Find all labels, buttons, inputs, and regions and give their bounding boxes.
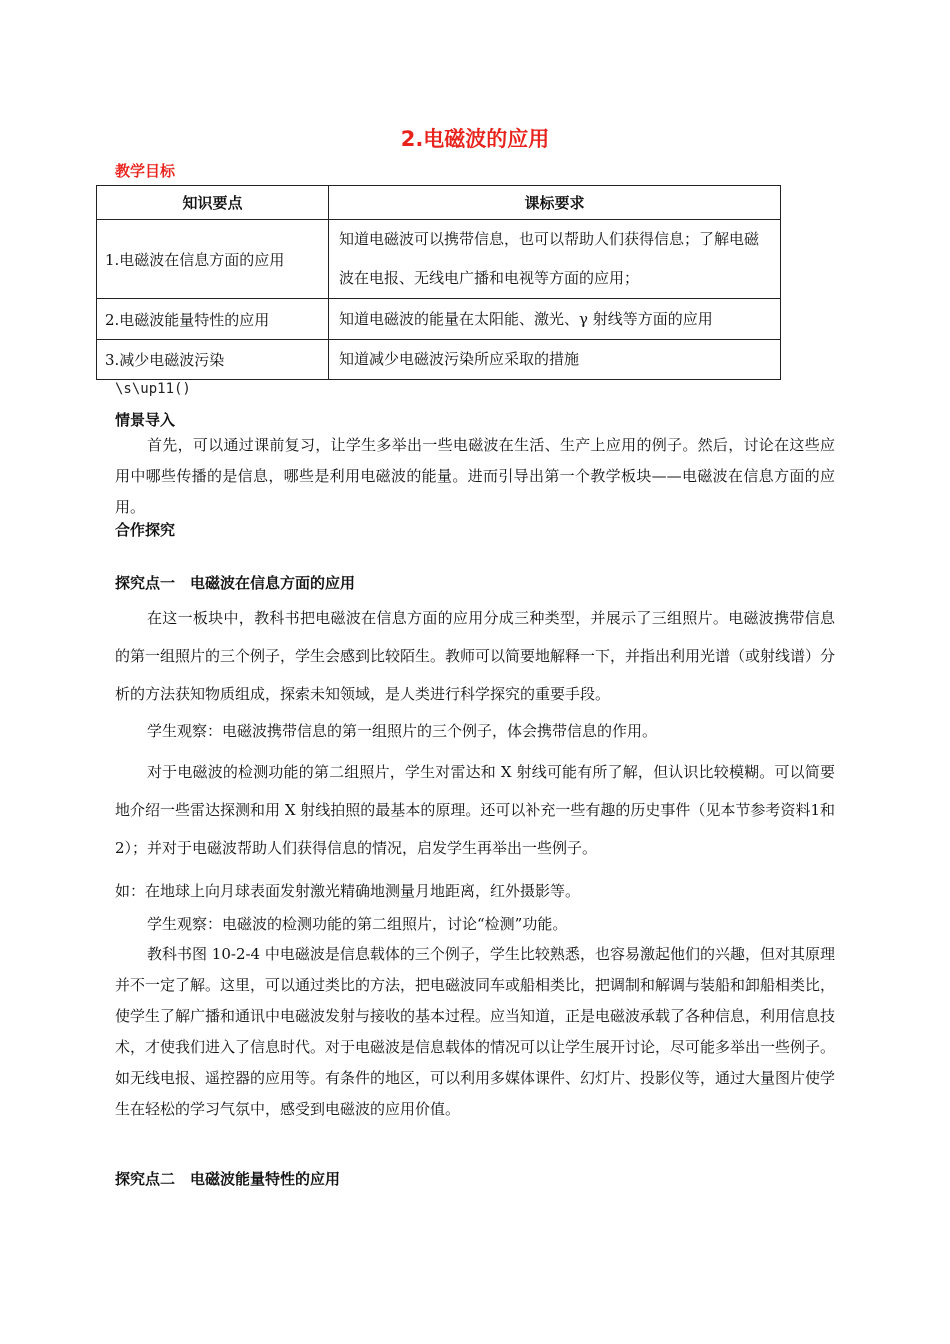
table-row	[97, 220, 781, 299]
table-cell-requirement: 知道电磁波可以携带信息，也可以帮助人们获得信息；了解电磁波在电报、无线电广播和电视等方面的应用；	[329, 220, 781, 299]
point2-heading: 探究点二 电磁波能量特性的应用	[115, 1170, 341, 1188]
table-row	[97, 340, 781, 380]
table-cell-point: 1.电磁波在信息方面的应用	[97, 220, 329, 299]
objectives-table	[96, 185, 781, 380]
table-cell-point: 2.电磁波能量特性的应用	[97, 299, 329, 340]
table-header-row	[97, 186, 781, 220]
intro-paragraph: 首先，可以通过课前复习，让学生多举出一些电磁波在生活、生产上应用的例子。然后，讨论在这些应用中哪些传播的是信息，哪些是利用电磁波的能量。进而引导出第一个教学板块——电磁波在信息方面的应用。	[115, 436, 835, 516]
table-cell-requirement: 知道电磁波的能量在太阳能、激光、γ 射线等方面的应用	[329, 299, 781, 340]
table-row	[97, 299, 781, 340]
point1-paragraph-1: 在这一板块中，教科书把电磁波在信息方面的应用分成三种类型，并展示了三组照片。电磁波携带信息的第一组照片的三个例子，学生会感到比较陌生。教师可以简要地解释一下，并指出利用光谱（或射线谱）分析的方法获知物质组成，探索未知领域，是人类进行科学探究的重要手段。	[115, 609, 836, 703]
point1-heading: 探究点一 电磁波在信息方面的应用	[115, 574, 356, 592]
intro-heading: 情景导入	[115, 411, 176, 429]
cooperation-heading: 合作探究	[115, 521, 176, 539]
point1-paragraph-2: 学生观察：电磁波携带信息的第一组照片的三个例子，体会携带信息的作用。	[147, 722, 658, 740]
objectives-heading: 教学目标	[115, 162, 176, 180]
page-title: 2.电磁波的应用	[400, 127, 550, 151]
field-code-text: \s\up11()	[115, 381, 191, 397]
point1-paragraph-3-continued: 如：在地球上向月球表面发射激光精确地测量月地距离，红外摄影等。	[115, 882, 581, 900]
point1-paragraph-5: 教科书图 10-2-4 中电磁波是信息载体的三个例子，学生比较熟悉，也容易激起他们的兴趣，但对其原理并不一定了解。这里，可以通过类比的方法，把电磁波同车或船相类比，把调制和解调与装船和卸船相类比，使学生了解广播和通讯中电磁波发射与接收的基本过程。应当知道，正是电磁波承载了各种信息，利用信息技术，才使我们进入了信息时代。对于电磁波是信息载体的情况可以让学生展开讨论，尽可能多举出一些例子。如无线电报、遥控器的应用等。有条件的地区，可以利用多媒体课件、幻灯片、投影仪等，通过大量图片使学生在轻松的学习气氛中，感受到电磁波的应用价值。	[115, 945, 836, 1118]
table-header: 知识要点	[97, 186, 329, 220]
point1-paragraph-3: 对于电磁波的检测功能的第二组照片，学生对雷达和 X 射线可能有所了解，但认识比较模糊。可以简要地介绍一些雷达探测和用 X 射线拍照的最基本的原理。还可以补充一些有趣的历史事件（见本节参考资料1和2）；并对于电磁波帮助人们获得信息的情况，启发学生再举出一些例子。	[115, 763, 835, 857]
table-cell-point: 3.减少电磁波污染	[97, 340, 329, 380]
table-cell-requirement: 知道减少电磁波污染所应采取的措施	[329, 340, 781, 380]
table-header: 课标要求	[329, 186, 781, 220]
point1-paragraph-4: 学生观察：电磁波的检测功能的第二组照片，讨论“检测”功能。	[147, 915, 568, 933]
